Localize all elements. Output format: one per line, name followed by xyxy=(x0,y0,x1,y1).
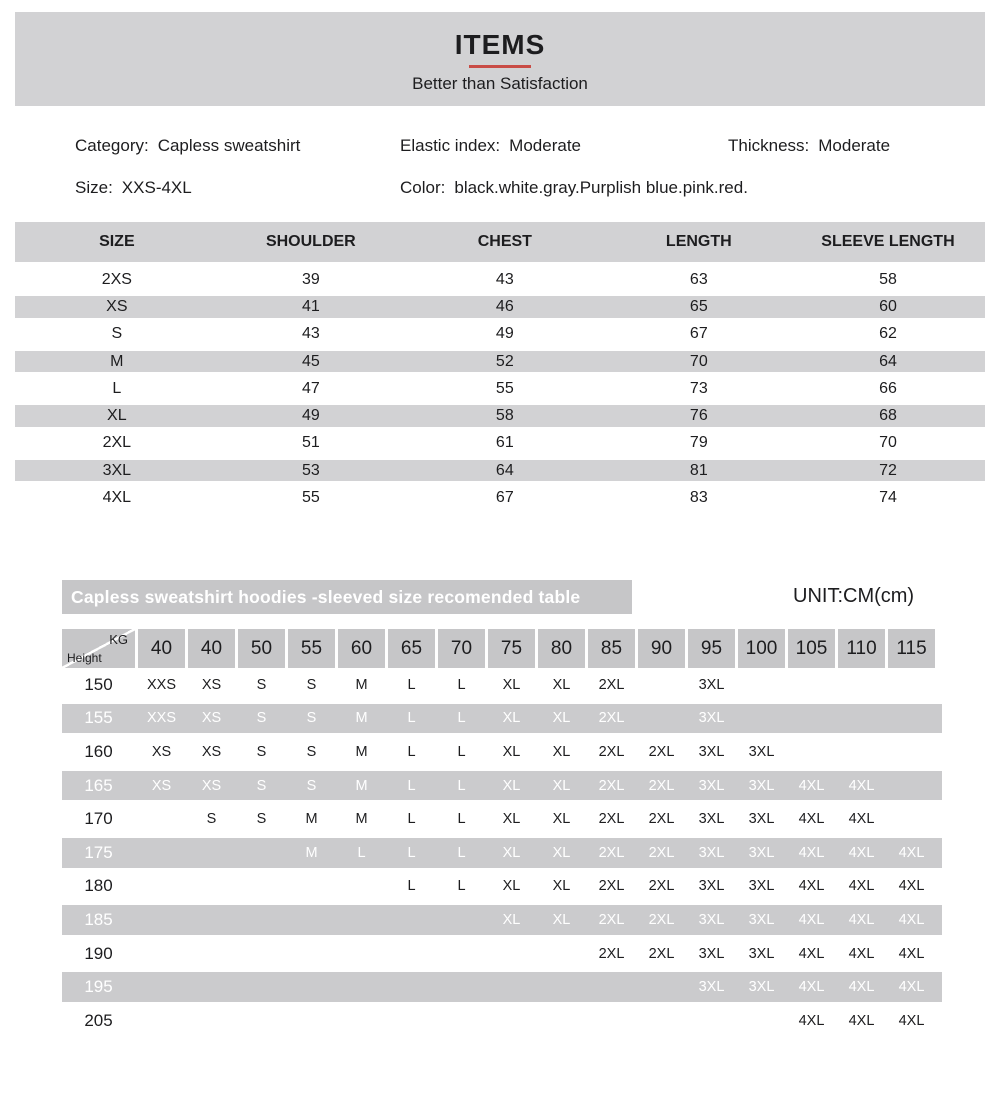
size-cell: XL xyxy=(502,878,521,895)
size-cell: S xyxy=(256,676,267,693)
thickness-value: Moderate xyxy=(818,136,891,155)
table-cell: 2XL xyxy=(102,434,132,452)
size-cell: XL xyxy=(552,777,571,794)
table-cell: 70 xyxy=(689,352,708,370)
table-cell: 52 xyxy=(495,352,514,370)
size-cell: 4XL xyxy=(898,844,925,861)
table-cell: 67 xyxy=(495,489,514,507)
elastic-index-field xyxy=(400,136,581,156)
weight-header-cell: 95 xyxy=(688,629,735,668)
size-cell: XS xyxy=(201,777,222,794)
table-cell: 3XL xyxy=(102,461,132,479)
size-cell: S xyxy=(206,811,217,828)
size-cell: 3XL xyxy=(698,844,725,861)
table-row xyxy=(62,970,942,1004)
size-cell: 3XL xyxy=(698,811,725,828)
table-row xyxy=(15,402,985,429)
size-cell: XL xyxy=(552,676,571,693)
size-cell: S xyxy=(256,811,267,828)
weight-header-cell: 70 xyxy=(438,629,485,668)
table-cell: 2XS xyxy=(101,270,132,288)
table-cell: 66 xyxy=(879,379,897,397)
table-row xyxy=(62,937,942,971)
size-cell: L xyxy=(457,743,466,760)
size-cell: 3XL xyxy=(698,911,725,928)
size-cell: XL xyxy=(552,811,571,828)
size-cell: 2XL xyxy=(648,811,675,828)
size-cell: 4XL xyxy=(848,777,875,794)
size-cell: 4XL xyxy=(798,878,825,895)
column-header: SLEEVE LENGTH xyxy=(821,233,955,250)
size-cell: L xyxy=(407,811,416,828)
color-value: black.white.gray.Purplish blue.pink.red. xyxy=(454,178,748,197)
size-cell: 4XL xyxy=(848,945,875,962)
size-cell: 2XL xyxy=(648,878,675,895)
row-height-label: 155 xyxy=(84,708,113,728)
size-cell: 4XL xyxy=(798,1012,825,1029)
size-range-field xyxy=(75,178,192,198)
size-cell: XL xyxy=(502,811,521,828)
size-cell: 4XL xyxy=(898,911,925,928)
table-cell: XS xyxy=(106,297,128,315)
size-cell: 4XL xyxy=(848,811,875,828)
color-label: Color: xyxy=(400,178,446,197)
table-row xyxy=(62,802,942,836)
size-cell: 3XL xyxy=(748,743,775,760)
table-cell: 79 xyxy=(689,434,708,452)
weight-header-cell: 90 xyxy=(638,629,685,668)
unit-label: UNIT:CM(cm) xyxy=(793,585,915,607)
size-cell: 2XL xyxy=(648,945,675,962)
weight-header-cell: 100 xyxy=(738,629,785,668)
table-cell: 49 xyxy=(495,325,514,343)
size-cell: 2XL xyxy=(648,844,675,861)
height-corner-label: Height xyxy=(67,651,102,665)
table-cell: 41 xyxy=(301,297,320,315)
size-cell: 2XL xyxy=(598,911,625,928)
table-row xyxy=(15,457,985,484)
row-height-label: 185 xyxy=(84,909,113,929)
recommend-table xyxy=(62,629,942,1038)
table-row xyxy=(62,903,942,937)
size-cell: L xyxy=(407,777,416,794)
size-cell: 2XL xyxy=(648,777,675,794)
weight-header-cell: 60 xyxy=(338,629,385,668)
elastic-index-value: Moderate xyxy=(509,136,581,155)
size-cell: L xyxy=(457,811,466,828)
weight-header-cell: 40 xyxy=(138,629,185,668)
thickness-label: Thickness: xyxy=(728,136,810,155)
table-cell: 4XL xyxy=(102,489,132,507)
size-cell: 2XL xyxy=(598,878,625,895)
table-row xyxy=(62,702,942,736)
size-cell: 3XL xyxy=(748,979,775,996)
size-cell: S xyxy=(256,710,267,727)
table-cell: 61 xyxy=(495,434,514,452)
table-row xyxy=(62,668,942,702)
size-cell: 4XL xyxy=(898,878,925,895)
size-cell: 4XL xyxy=(898,979,925,996)
table-cell: 45 xyxy=(301,352,320,370)
table-cell: 64 xyxy=(879,352,897,370)
weight-header-cell: 80 xyxy=(538,629,585,668)
table-cell: 74 xyxy=(879,489,897,507)
table-cell: 49 xyxy=(301,407,320,425)
size-cell: M xyxy=(355,777,368,794)
table-cell: 67 xyxy=(689,325,708,343)
size-cell: XL xyxy=(552,710,571,727)
size-cell: L xyxy=(457,878,466,895)
weight-header-cell: 115 xyxy=(888,629,935,668)
size-cell: 4XL xyxy=(798,979,825,996)
size-cell: 4XL xyxy=(798,777,825,794)
page-subtitle: Better than Satisfaction xyxy=(412,74,588,93)
table-row xyxy=(15,293,985,320)
size-cell: L xyxy=(357,844,366,861)
size-cell: M xyxy=(305,844,318,861)
table-cell: 62 xyxy=(879,325,897,343)
size-cell: XL xyxy=(552,911,571,928)
size-cell: 2XL xyxy=(598,777,625,794)
size-cell: 2XL xyxy=(648,911,675,928)
recommend-table-body xyxy=(62,668,942,1038)
size-cell: M xyxy=(355,811,368,828)
row-height-label: 175 xyxy=(84,842,113,862)
size-measurement-table xyxy=(15,222,985,512)
table-cell: M xyxy=(110,352,124,370)
size-cell: M xyxy=(355,743,368,760)
size-range-value: XXS-4XL xyxy=(121,178,192,197)
size-cell: 3XL xyxy=(698,710,725,727)
table-cell: 60 xyxy=(879,297,897,315)
title-underline xyxy=(469,65,531,68)
size-cell: XL xyxy=(552,844,571,861)
size-cell: 3XL xyxy=(698,979,725,996)
size-cell: L xyxy=(407,743,416,760)
table-cell: 51 xyxy=(301,434,320,452)
table-cell: 70 xyxy=(879,434,897,452)
table-row xyxy=(15,348,985,375)
table-row xyxy=(15,266,985,293)
table-row xyxy=(62,769,942,803)
size-cell: L xyxy=(407,710,416,727)
table-cell: 83 xyxy=(689,489,708,507)
table-row xyxy=(62,870,942,904)
size-cell: XL xyxy=(502,777,521,794)
size-cell: XS xyxy=(151,743,172,760)
size-cell: S xyxy=(306,710,317,727)
table-cell: 76 xyxy=(689,407,708,425)
size-cell: XXS xyxy=(146,676,176,693)
size-cell: 2XL xyxy=(598,844,625,861)
table-cell: 58 xyxy=(879,270,897,288)
weight-header-cell: 105 xyxy=(788,629,835,668)
table-row xyxy=(15,321,985,348)
size-cell: XL xyxy=(502,676,521,693)
kg-corner-label: KG xyxy=(109,632,128,647)
size-cell: 3XL xyxy=(698,777,725,794)
table-row xyxy=(62,735,942,769)
table-cell: 46 xyxy=(495,297,514,315)
size-cell: 2XL xyxy=(598,945,625,962)
size-cell: XS xyxy=(151,777,172,794)
header-banner xyxy=(15,12,985,106)
size-cell: 2XL xyxy=(648,743,675,760)
table-cell: 64 xyxy=(495,461,514,479)
table-cell: 47 xyxy=(301,379,320,397)
size-cell: XL xyxy=(502,844,521,861)
size-cell: 3XL xyxy=(748,844,775,861)
table-row xyxy=(15,375,985,402)
table-cell: 43 xyxy=(301,325,320,343)
table-cell: 53 xyxy=(301,461,320,479)
size-cell: M xyxy=(305,811,318,828)
size-cell: L xyxy=(407,676,416,693)
size-cell: 3XL xyxy=(698,743,725,760)
table-cell: 81 xyxy=(689,461,708,479)
row-height-label: 170 xyxy=(84,809,113,829)
row-height-label: 190 xyxy=(84,943,113,963)
size-cell: 2XL xyxy=(598,710,625,727)
row-height-label: 205 xyxy=(84,1010,113,1030)
size-table-header-row xyxy=(15,222,985,262)
size-cell: 3XL xyxy=(698,945,725,962)
weight-header-cell: 55 xyxy=(288,629,335,668)
size-cell: 4XL xyxy=(898,1012,925,1029)
weight-header-cell: 65 xyxy=(388,629,435,668)
weight-header-cell: 85 xyxy=(588,629,635,668)
size-cell: 2XL xyxy=(598,676,625,693)
size-cell: S xyxy=(256,777,267,794)
size-cell: 4XL xyxy=(798,844,825,861)
size-cell: XL xyxy=(552,878,571,895)
size-cell: 3XL xyxy=(748,945,775,962)
size-cell: XS xyxy=(201,676,222,693)
size-cell: 2XL xyxy=(598,811,625,828)
table-cell: 55 xyxy=(495,379,514,397)
size-cell: 4XL xyxy=(848,844,875,861)
table-cell: 39 xyxy=(301,270,320,288)
size-cell: XS xyxy=(201,743,222,760)
column-header: CHEST xyxy=(477,233,532,250)
size-cell: L xyxy=(457,676,466,693)
size-cell: S xyxy=(306,743,317,760)
size-cell: M xyxy=(355,710,368,727)
size-cell: XL xyxy=(502,743,521,760)
table-cell: L xyxy=(112,379,122,397)
table-row xyxy=(15,430,985,457)
size-cell: 4XL xyxy=(898,945,925,962)
table-cell: XL xyxy=(107,407,127,425)
table-cell: S xyxy=(111,325,123,343)
row-height-label: 165 xyxy=(84,775,113,795)
size-cell: 3XL xyxy=(698,878,725,895)
size-cell: XL xyxy=(502,911,521,928)
size-cell: S xyxy=(306,777,317,794)
size-cell: 4XL xyxy=(798,911,825,928)
recommend-table-header-row xyxy=(62,629,942,668)
size-range-label: Size: xyxy=(75,178,113,197)
recommend-table-title: Capless sweatshirt hoodies -sleeved size recomended table xyxy=(62,580,632,614)
color-field xyxy=(400,178,748,198)
table-cell: 72 xyxy=(879,461,897,479)
size-cell: 4XL xyxy=(848,1012,875,1029)
row-height-label: 180 xyxy=(84,876,113,896)
weight-header-cell: 75 xyxy=(488,629,535,668)
size-cell: 2XL xyxy=(598,743,625,760)
size-cell: S xyxy=(306,676,317,693)
size-cell: L xyxy=(457,777,466,794)
size-cell: L xyxy=(407,878,416,895)
size-cell: 4XL xyxy=(798,811,825,828)
page-title: ITEMS xyxy=(454,29,546,60)
row-height-label: 195 xyxy=(84,977,113,997)
size-cell: 3XL xyxy=(748,878,775,895)
table-cell: 55 xyxy=(301,489,320,507)
thickness-field xyxy=(728,136,890,156)
category-label: Category: xyxy=(75,136,149,155)
size-table-body xyxy=(15,266,985,512)
elastic-index-label: Elastic index: xyxy=(400,136,501,155)
column-header: LENGTH xyxy=(665,233,732,250)
table-cell: 63 xyxy=(689,270,708,288)
size-cell: M xyxy=(355,676,368,693)
category-field xyxy=(75,136,300,156)
size-cell: 3XL xyxy=(748,811,775,828)
size-cell: XL xyxy=(502,710,521,727)
table-row xyxy=(62,836,942,870)
row-height-label: 150 xyxy=(84,674,113,694)
size-cell: 4XL xyxy=(848,878,875,895)
size-cell: 4XL xyxy=(798,945,825,962)
kg-height-corner-cell xyxy=(62,629,135,668)
table-row xyxy=(15,484,985,511)
table-cell: 58 xyxy=(495,407,514,425)
table-row xyxy=(62,1004,942,1038)
size-cell: L xyxy=(457,844,466,861)
size-cell: 3XL xyxy=(748,777,775,794)
table-cell: 73 xyxy=(689,379,708,397)
column-header: SIZE xyxy=(99,233,135,250)
table-cell: 43 xyxy=(495,270,514,288)
size-cell: L xyxy=(457,710,466,727)
category-value: Capless sweatshirt xyxy=(157,136,301,155)
weight-header-cell: 40 xyxy=(188,629,235,668)
size-cell: XL xyxy=(552,743,571,760)
weight-header-cell: 110 xyxy=(838,629,885,668)
size-cell: XXS xyxy=(146,710,176,727)
table-cell: 68 xyxy=(879,407,897,425)
size-cell: 3XL xyxy=(748,911,775,928)
size-cell: S xyxy=(256,743,267,760)
size-cell: 4XL xyxy=(848,911,875,928)
table-cell: 65 xyxy=(689,297,708,315)
size-cell: L xyxy=(407,844,416,861)
row-height-label: 160 xyxy=(84,741,113,761)
size-cell: XS xyxy=(201,710,222,727)
size-cell: 4XL xyxy=(848,979,875,996)
column-header: SHOULDER xyxy=(265,233,356,250)
weight-header-cell: 50 xyxy=(238,629,285,668)
size-cell: 3XL xyxy=(698,676,725,693)
